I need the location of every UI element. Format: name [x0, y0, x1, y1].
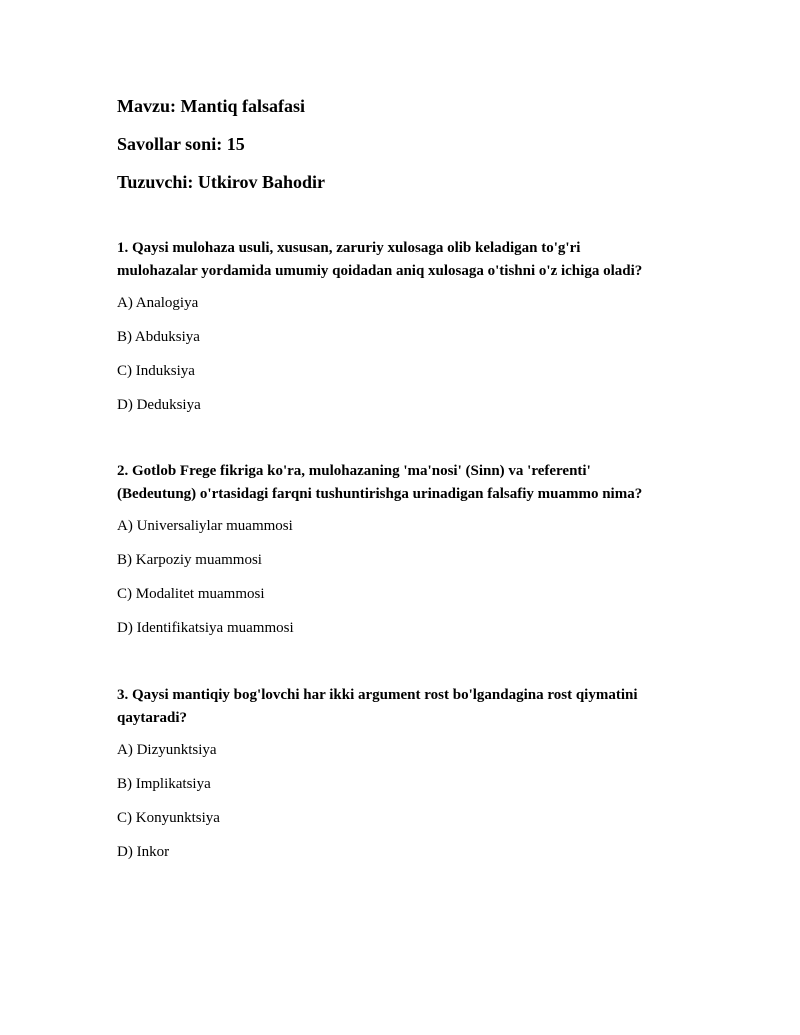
- question-2: [117, 460, 697, 506]
- topic-heading: Mavzu: Mantiq falsafasi: [117, 96, 305, 116]
- question-1: [117, 237, 697, 283]
- question-text: [117, 460, 697, 506]
- option-d: D) Deduksiya: [117, 397, 201, 413]
- question-text-line: qaytaradi?: [117, 710, 188, 726]
- option-b: B) Implikatsiya: [117, 776, 211, 792]
- option-b: B) Abduksiya: [117, 329, 200, 345]
- option-c: C) Modalitet muammosi: [117, 586, 265, 602]
- question-3: [117, 684, 697, 730]
- question-count-heading: Savollar soni: 15: [117, 134, 245, 154]
- question-text-line: mulohazalar yordamida umumiy qoidadan aniq xulosaga o'tishni o'z ichiga oladi?: [117, 263, 643, 279]
- option-c: C) Induksiya: [117, 363, 195, 379]
- option-a: A) Universaliylar muammosi: [117, 518, 293, 534]
- question-text-line: (Bedeutung) o'rtasidagi farqni tushuntirishga urinadigan falsafiy muammo nima?: [117, 486, 643, 502]
- option-d: D) Inkor: [117, 844, 170, 860]
- option-c: C) Konyunktsiya: [117, 810, 220, 826]
- question-text: [117, 237, 697, 283]
- question-text: [117, 684, 697, 730]
- option-a: A) Dizyunktsiya: [117, 742, 217, 758]
- author-heading: Tuzuvchi: Utkirov Bahodir: [117, 172, 326, 192]
- option-a: A) Analogiya: [117, 295, 199, 311]
- option-b: B) Karpoziy muammosi: [117, 552, 262, 568]
- question-text-line: 2. Gotlob Frege fikriga ko'ra, mulohazaning 'ma'nosi' (Sinn) va 'referenti': [117, 463, 591, 479]
- option-d: D) Identifikatsiya muammosi: [117, 620, 294, 636]
- question-text-line: 3. Qaysi mantiqiy bog'lovchi har ikki argument rost bo'lgandagina rost qiymatini: [117, 687, 638, 703]
- question-text-line: 1. Qaysi mulohaza usuli, xususan, zaruriy xulosaga olib keladigan to'g'ri: [117, 240, 581, 256]
